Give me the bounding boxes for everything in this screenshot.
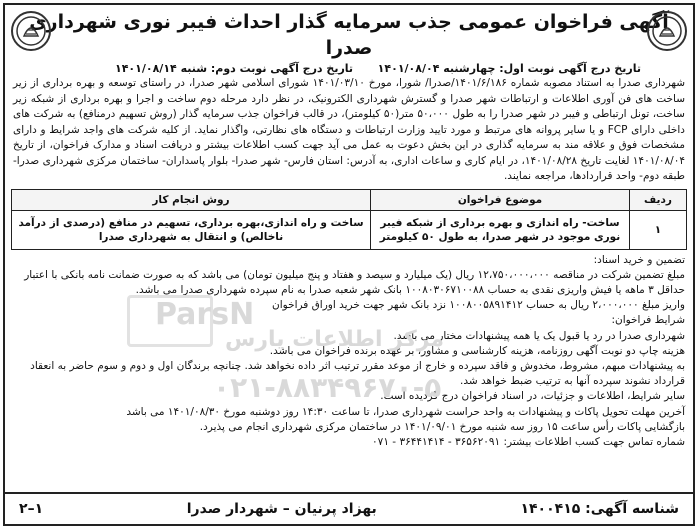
- advertisement-page: [3, 3, 695, 526]
- condition-item: سایر شرایط، اطلاعات و جزئیات، در اسناد فراخوان درج گردیده است.: [380, 390, 685, 403]
- watermark-text: مرکز اطلاعات پارس: [225, 327, 445, 352]
- footer: [5, 492, 693, 524]
- table-header-row: [12, 189, 687, 210]
- municipality-emblem-icon: [11, 11, 51, 51]
- page-number: ۱–۲: [19, 501, 44, 517]
- tender-table: [11, 189, 687, 250]
- municipality-emblem-icon: [647, 11, 687, 51]
- condition-item: به پیشنهادات مبهم، مشروط، مخدوش و فاقد سپرده و خارج از موعد مقرر ترتیب اثر داده نخواهد شد. چنانچه برندگان اول و دوم و سوم حاضر به انعقاد قرارداد نشوند سپرده آنها به ترتیب ضبط خواهد شد.: [30, 359, 685, 388]
- watermark-phone: ۰۲۱-۸۸۳۴۹۶۷۰-۵: [213, 371, 442, 404]
- ad-number: شناسه آگهی: ۱۴۰۰۴۱۵: [520, 501, 679, 517]
- document-fee: واریز مبلغ ۲،۰۰۰،۰۰۰ ریال به حساب ۱۰۰۸۰۰۵۸۹۱۴۱۲ نزد بانک شهر جهت خرید اوراق فراخوان: [272, 299, 685, 312]
- intro-paragraph: شهرداری صدرا به استناد مصوبه شماره ۱۴۰۱/۶/۱۸۶/صدرا/ شورا، مورخ ۱۴۰۱/۰۳/۱۰ شورای اسلامی شهر صدرا، در راستای توسعه و بهره برداری از زیر ساخت های فن آوری اطلاعات و ارتباطات شهر صدرا و گسترش شهرداری الکترونیک، در نظر دارد مرحله دوم ساخت و اجرا و بهره برداری از شبکه زیر ساخت، تونل ارتباطی و فیبر در شهر صدرا را به طول ۵۰،۰۰۰ متر(۵۰ کیلومتر)، در قالب فراخوان جذب سرمایه گذار (روش تسهیم درمنافع) به شرکت های داخلی دارای FCP و یا سایر پروانه های مرتبط و مورد تایید وزارت ارتباطات و دستگاه های نظارتی، واگذار نماید. از کلیه شرکت های واجد شرایط و دارای مشخصات فوق و علاقه مند به سرمایه گذاری در این بخش دعوت به عمل می آید جهت کسب اطلاعات بیشتر و دریافت اسناد و مدارک فراخوان، از تاریخ ۱۴۰۱/۰۸/۰۴ لغایت تاریخ ۱۴۰۱/۰۸/۲۸، در ایام کاری و ساعات اداری، به آدرس: استان فارس- شهر صدرا- بلوار پاسداران- ساختمان مرکزی شهرداری صدرا- طبقه دوم- واحد قراردادها، مراجعه نمایند.: [13, 77, 686, 182]
- condition-item: شهرداری صدرا در رد یا قبول یک یا همه پیشنهادات مختار می باشد.: [393, 329, 685, 342]
- guarantee-amount: مبلغ تضمین شرکت در مناقصه ۱۲،۷۵۰،۰۰۰،۰۰۰ ریال (یک میلیارد و سیصد و هفتاد و پنج میلیون تومان) می باشد که به صورت ضمانت نامه بانکی با اعتبار حداقل ۳ ماهه یا فیش واریزی نقدی به حساب ۱۰۰۸۰۳۰۶۷۱۰۰۸۸ بانک شهر شعبه صدرا به نام سپرده شهرداری صدرا می باشد.: [24, 268, 685, 296]
- table-row: [12, 210, 687, 249]
- row-subject: ساخت- راه اندازی و بهره برداری از شبکه فیبر نوری موجود در شهر صدرا، به طول ۵۰ کیلومتر: [371, 210, 630, 249]
- watermark-brand: ParsN: [155, 297, 255, 332]
- column-header-subject: موضوع فراخوان: [371, 189, 630, 210]
- row-index: ۱: [630, 210, 687, 249]
- signer: بهزاد پرنیان – شهردار صدرا: [186, 501, 377, 517]
- deadline-line: آخرین مهلت تحویل پاکات و پیشنهادات به واحد حراست شهرداری صدرا، تا ساعت ۱۴:۳۰ روز دوشنبه مورخ ۱۴۰۱/۰۸/۳۰ می باشد: [126, 405, 685, 418]
- first-publication-date: تاریخ درج آگهی نوبت اول: چهارشنبه ۱۴۰۱/۰۸/۰۴: [377, 62, 641, 75]
- second-publication-date: تاریخ درج آگهی نوبت دوم: شنبه ۱۴۰۱/۰۸/۱۴: [115, 62, 354, 75]
- terms-section: [5, 253, 693, 451]
- guarantee-heading: تضمین و خرید اسناد:: [593, 253, 685, 266]
- publication-dates: [5, 61, 693, 76]
- conditions-heading: شرایط فراخوان:: [611, 314, 685, 327]
- contact-line: شماره تماس جهت کسب اطلاعات بیشتر: ۳۶۵۶۲۰۹۱ - ۳۶۴۴۱۴۱۴ - ۰۷۱: [372, 435, 685, 448]
- condition-item: هزینه چاپ دو نوبت آگهی روزنامه، هزینه کارشناسی و مشاور، بر عهده برنده فراخوان می باشد.: [269, 344, 685, 357]
- row-method: ساخت و راه اندازی،بهره برداری، تسهیم در منافع (درصدی از درآمد ناخالص) و انتقال به شهرداری صدرا: [12, 210, 371, 249]
- opening-line: بازگشایی پاکات رأس ساعت ۱۵ روز سه شنبه مورخ ۱۴۰۱/۰۹/۰۱ در ساختمان مرکزی شهرداری انجام می پذیرد.: [199, 420, 685, 433]
- page-title: آگهی فراخوان عمومی جذب سرمایه گذار احداث فیبر نوری شهرداری صدرا: [29, 11, 669, 59]
- column-header-method: روش انجام کار: [12, 189, 371, 210]
- column-header-index: ردیف: [630, 189, 687, 210]
